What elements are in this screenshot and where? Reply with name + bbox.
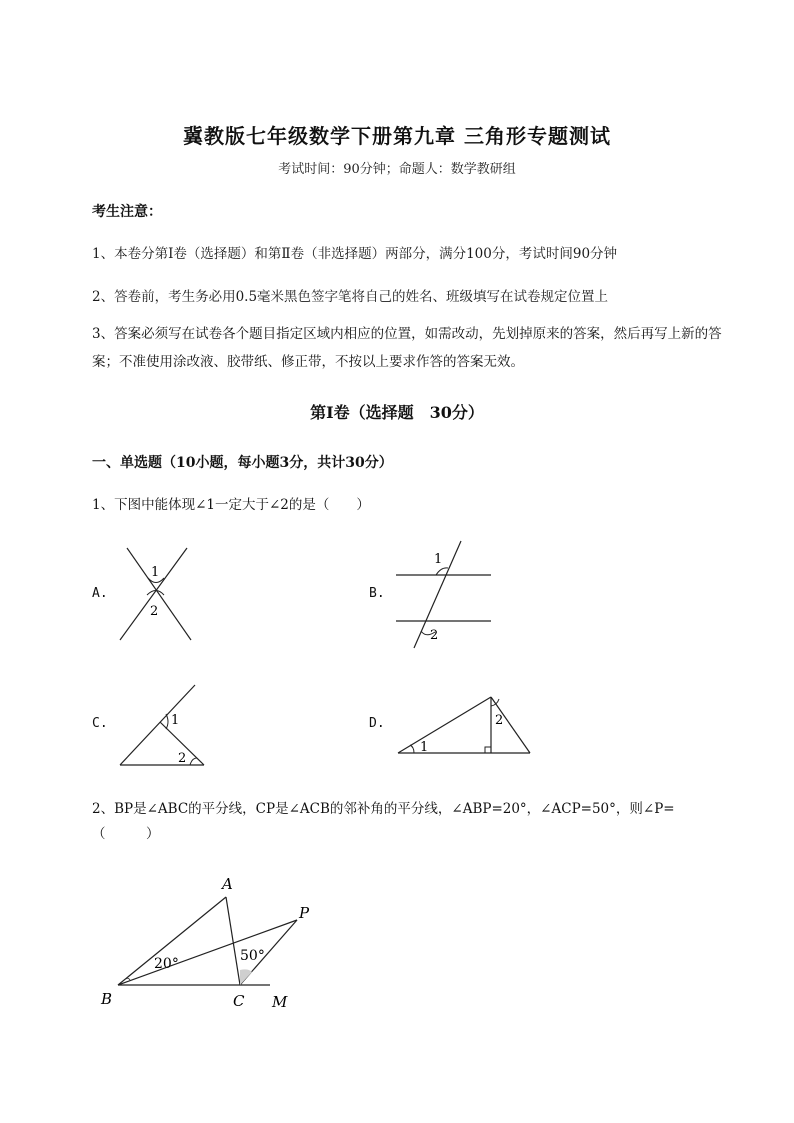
angle-abp-label: 20° xyxy=(154,956,179,972)
point-m-label: M xyxy=(272,993,288,1011)
notice-item: 2、答卷前，考生务必用0.5毫米黑色签字笔将自己的姓名、班级填写在试卷规定位置上 xyxy=(92,289,609,305)
question-2-stem: 2、BP是∠ABC的平分线，CP是∠ACB的邻补角的平分线，∠ABP=20°，∠ACP=50°，则∠P= xyxy=(92,801,675,817)
page-title: 冀教版七年级数学下册第九章 三角形专题测试 xyxy=(183,124,611,148)
option-d-label[interactable]: D. xyxy=(369,716,385,731)
section-title: 第I卷（选择题 30分） xyxy=(310,403,484,422)
notice-heading: 考生注意： xyxy=(92,204,162,220)
angle-2-label: 2 xyxy=(178,751,187,766)
point-a-label: A xyxy=(222,875,233,893)
angle-1-label: 1 xyxy=(420,740,429,755)
question-2-answer-blank[interactable]: （ ） xyxy=(92,826,160,842)
option-a-label[interactable]: A. xyxy=(92,586,108,601)
angle-2-label: 2 xyxy=(150,604,159,619)
option-c-label[interactable]: C. xyxy=(92,716,108,731)
angle-1-label: 1 xyxy=(151,565,160,580)
part-title: 一、单选题（10小题，每小题3分，共计30分） xyxy=(92,455,393,471)
angle-acp-label: 50° xyxy=(240,948,265,964)
point-c-label: C xyxy=(233,992,245,1010)
angle-2-label: 2 xyxy=(430,628,439,643)
point-b-label: B xyxy=(101,990,113,1008)
question-1-stem: 1、下图中能体现∠1一定大于∠2的是（ ） xyxy=(92,497,370,513)
point-p-label: P xyxy=(299,904,310,922)
notice-item: 3、答案必须写在试卷各个题目指定区域内相应的位置，如需改动，先划掉原来的答案，然后再写上新的答案；不准使用涂改液、胶带纸、修正带，不按以上要求作答的答案无效。 xyxy=(92,326,722,370)
angle-2-label: 2 xyxy=(495,713,504,728)
angle-1-label: 1 xyxy=(171,713,180,728)
exam-info: 考试时间：90分钟；命题人：数学教研组 xyxy=(278,162,516,177)
notice-item: 1、本卷分第I卷（选择题）和第Ⅱ卷（非选择题）两部分，满分100分，考试时间90分钟 xyxy=(92,246,618,262)
angle-1-label: 1 xyxy=(434,552,443,567)
option-b-label[interactable]: B. xyxy=(369,586,385,601)
